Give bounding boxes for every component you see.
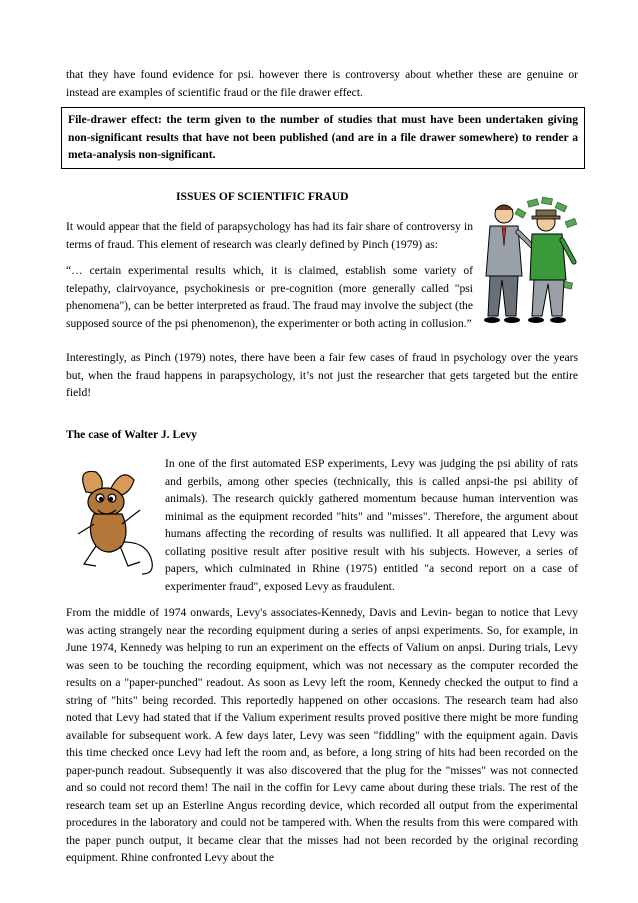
section-heading: ISSUES OF SCIENTIFIC FRAUD: [176, 190, 349, 203]
collusion-cartoon-illustration: [476, 196, 580, 328]
levy-case-paragraph: In one of the first automated ESP experiments, Levy was judging the psi ability of rats and gerbils, among other species (technically, this is called anpsi-the psi ability of animals). The research quickly gathered momentum because human intervention was minimal as the equipment recorded "hits" and "misses". Therefore, the argument about humans affecting the recording of results was nullified. It all appeared that Levy was collating positive result after positive result with his subjects. However, a series of papers, which culminated in Rhine (1975) entitled "a second report on a case of experimenter fraud", exposed Levy as fraudulent.: [165, 457, 578, 593]
levy-case-heading: The case of Walter J. Levy: [66, 428, 197, 441]
intro-paragraph: that they have found evidence for psi. however there is controversy about whether these are genuine or instead are examples of scientific fraud or the file drawer effect.: [66, 68, 578, 99]
fraud-quote-paragraph: “… certain experimental results which, it is claimed, establish some variety of telepathy, clairvoyance, psychokinesis or pre-cognition (more generally called "psi phenomena"), can be better interpreted as fraud. The fraud may involve the subject (the supposed source of the psi phenomenon), the experimenter or both acting in collusion.”: [66, 264, 473, 330]
pinch-paragraph: Interestingly, as Pinch (1979) notes, there have been a fair few cases of fraud in psychology over the years but, when the fraud happens in parapsychology, it’s not just the researcher that gets targeted but the entire field!: [66, 351, 578, 399]
rat-cartoon-illustration: [66, 462, 158, 578]
levy-evidence-paragraph: From the middle of 1974 onwards, Levy's associates-Kennedy, Davis and Levin- began to notice that Levy was acting strangely near the recording equipment during a series of anpsi experiments. So, for example, in June 1974, Kennedy was helping to run an experiment on the effects of Valium on anpsi. During trials, Levy was seen to be touching the recording equipment, which was not necessary as the computer recorded the results on a "paper-punched" readout. As soon as Levy left the room, Kennedy checked the output to find a string of "hits" being recorded. This reportedly happened on other occasions. The research team had also noted that Levy had stated that if the Valium experiment results proved positive there might be more funding available for subsequent work. A few days later, Levy was seen "fiddling" with the equipment again. Davis this time checked once Levy had left the room and, as before, a long string of hits had been recorded on the paper-punch readout. Subsequently it was also discovered that the plug for the "misses" was not connected and so could not record them! The nail in the coffin for Levy came about during these trials. The rest of the research team set up an Esterline Angus recording device, which recorded all output from the experimental procedures in the laboratory and could not be tampered with. When the results from this were compared with the paper punch output, it became clear that the misses had not been recorded by the original recording equipment. Rhine confronted Levy about the: [66, 606, 578, 864]
suited-man-figure: [484, 205, 534, 323]
file-drawer-definition-box: File-drawer effect: the term given to the number of studies that must have been undertaken giving non-significant results that have not been published (and are in a file drawer somewhere) to render a meta-analysis non-significant.: [61, 107, 585, 169]
rat-icon: [78, 471, 152, 574]
fraud-intro-paragraph: It would appear that the field of parapsychology has had its fair share of controversy in terms of fraud. This element of research was clearly defined by Pinch (1979) as:: [66, 220, 473, 251]
